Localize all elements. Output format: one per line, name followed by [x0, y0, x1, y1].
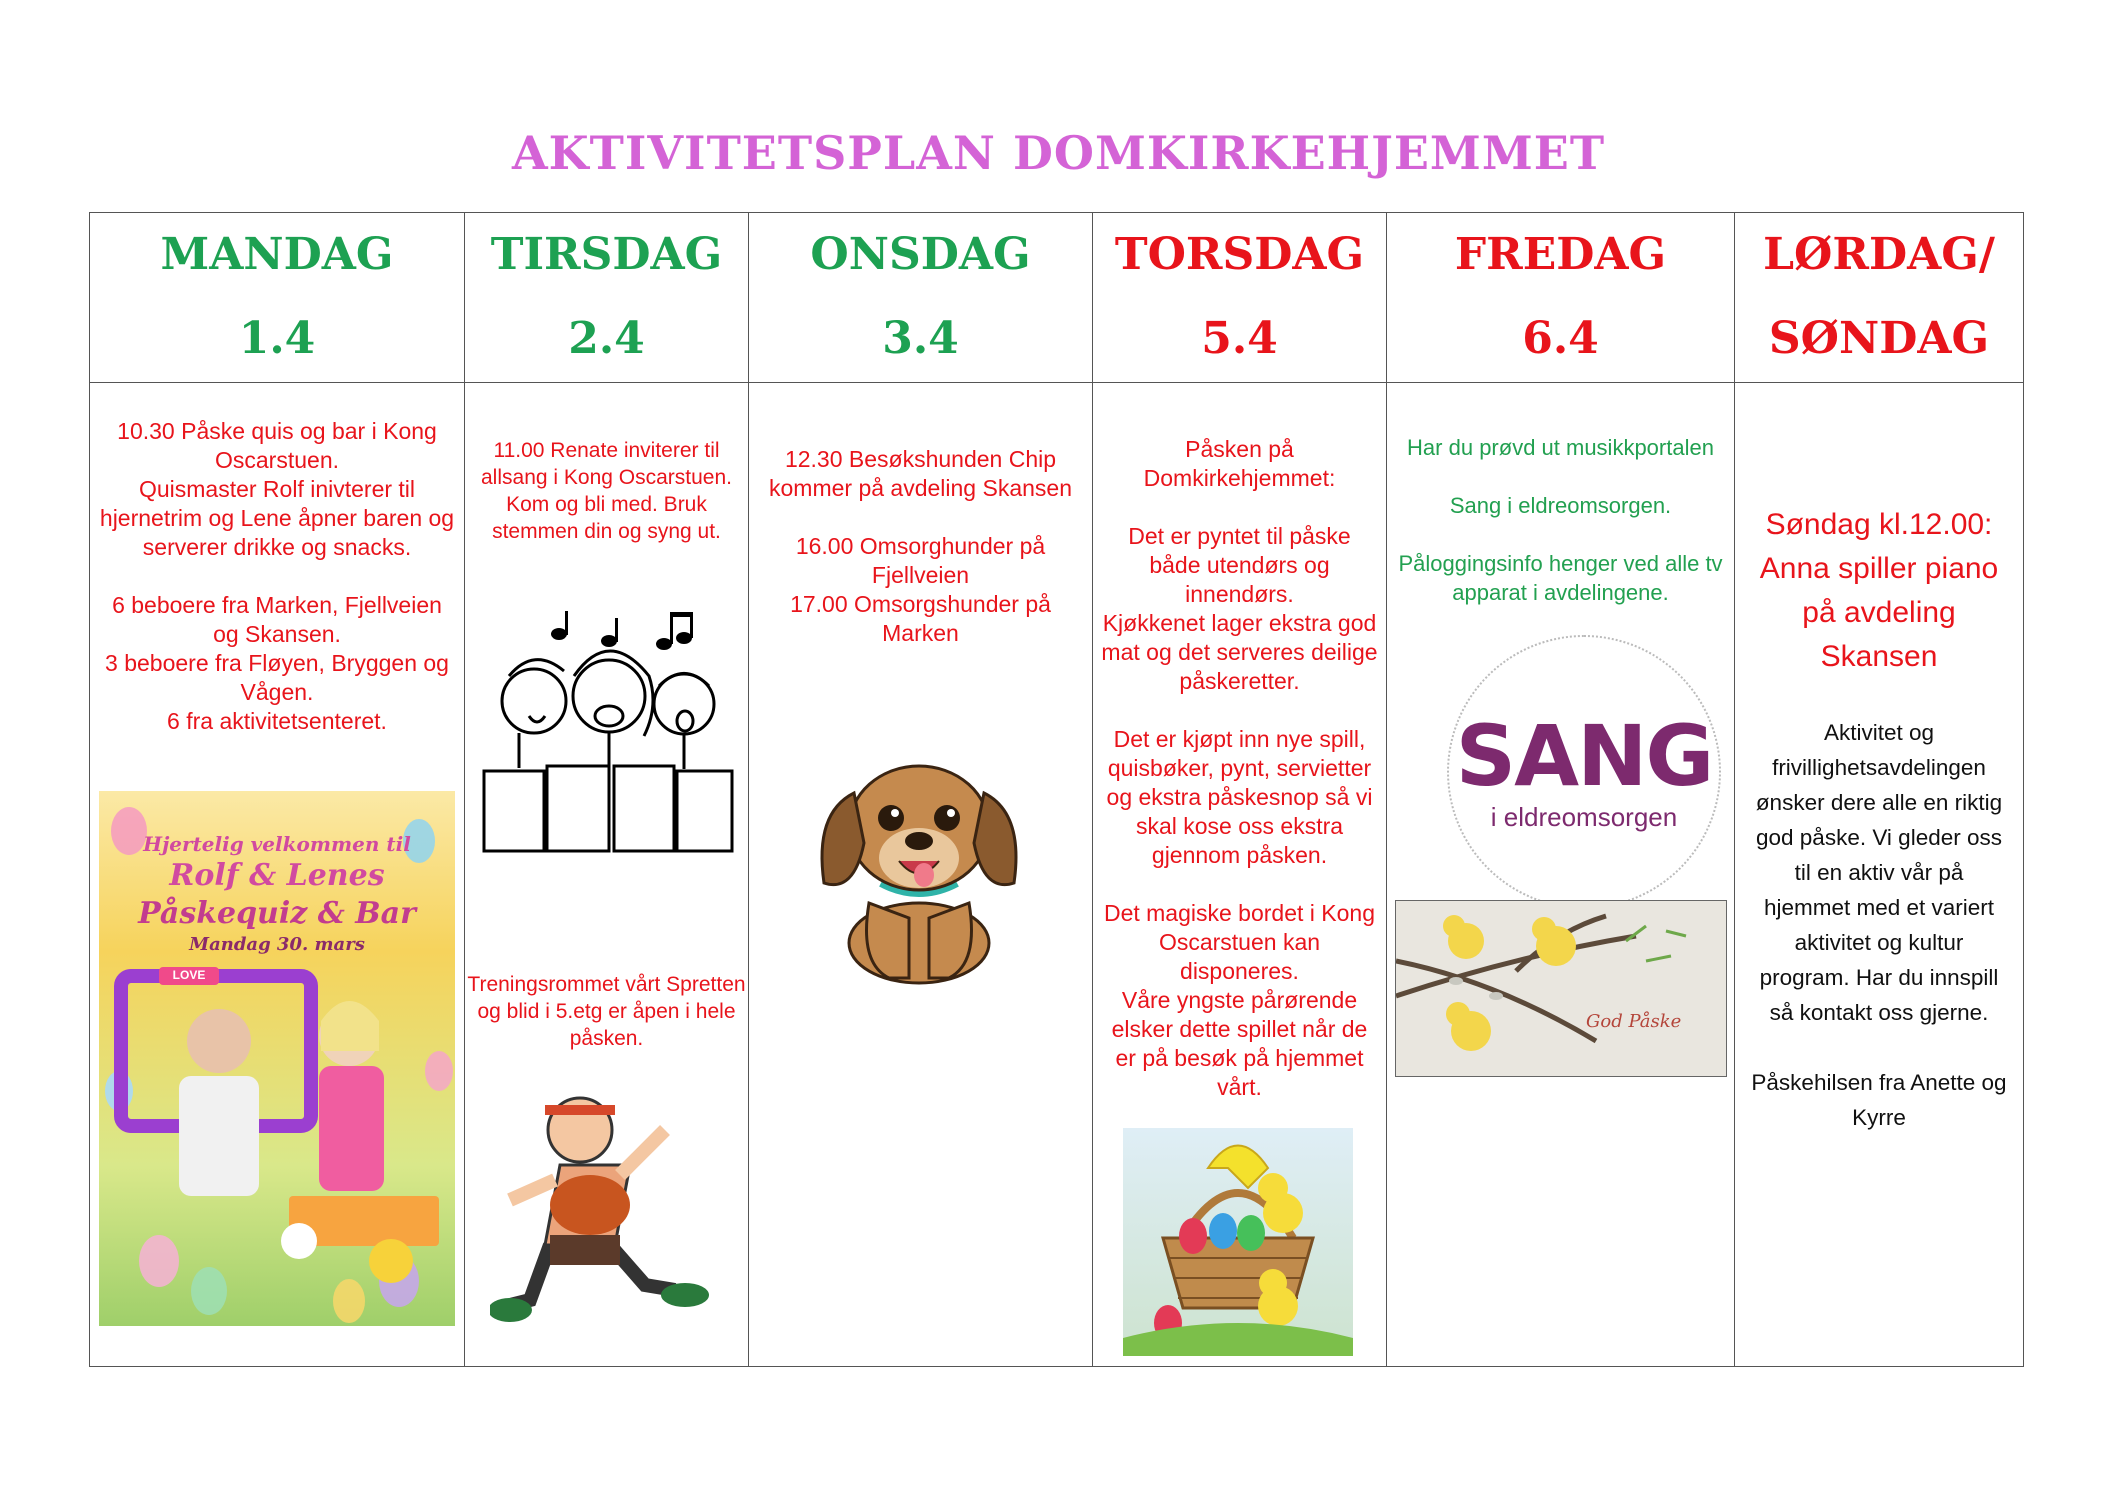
header-weekend [1735, 213, 2024, 383]
text-line: 6 beboere fra Marken, Fjellveien og Skansen. [112, 592, 442, 647]
poster-line: Rolf & Lenes [169, 858, 385, 893]
poster-line: Hjertelig velkommen til [143, 832, 411, 856]
logo-main-text: SANG [1455, 707, 1713, 805]
text-line [1395, 462, 1726, 491]
day-date: 5.4 [1201, 313, 1278, 364]
day-name: MANDAG [160, 229, 394, 280]
text-line: Sang i eldreomsorgen. [1449, 493, 1672, 518]
weekend-signoff: Påskehilsen fra Anette og Kyrre [1751, 1070, 2007, 1130]
poster-line: Påskequiz & Bar [138, 896, 416, 931]
day-name: LØRDAG/ [1763, 229, 1995, 280]
wednesday-text [749, 383, 1092, 648]
monday-cell [90, 383, 465, 1367]
day-date: 6.4 [1522, 313, 1599, 364]
text-line: Treningsrommet vårt Spretten og blid i 5.etg er åpen i hele påsken. [467, 973, 746, 1050]
text-line [1101, 696, 1378, 725]
text-line: Quismaster Rolf inivterer til hjernetrim og Lene åpner baren og serverer drikke og snacks. [99, 476, 455, 560]
day-date: 2.4 [568, 313, 645, 364]
friday-cell [1387, 383, 1735, 1367]
text-line [1101, 493, 1378, 522]
tuesday-text-2 [465, 971, 748, 1052]
sang-logo-image [1447, 635, 1721, 909]
day-name: ONSDAG [810, 229, 1031, 280]
text-line: Det er pyntet til påske både utendørs og innendørs. [1128, 523, 1351, 607]
text-line: Kjøkkenet lager ekstra god mat og det serveres deilige påskeretter. [1101, 610, 1378, 694]
card-text: God Påske [1586, 1011, 1682, 1032]
easter-card-image [1395, 900, 1727, 1077]
header-friday [1387, 213, 1735, 383]
text-line [98, 562, 456, 591]
text-line: 11.00 Renate inviterer til allsang i Kong Oscarstuen. [481, 439, 732, 489]
weekend-body: Aktivitet og frivillighetsavdelingen ønsker dere alle en riktig god påske. Vi gleder oss til en aktiv vår på hjemmet med et variert aktivitet og kultur program. Har du innspill så kontakt oss gjerne. [1755, 720, 2003, 1025]
header-wednesday [749, 213, 1093, 383]
day-header-row [90, 213, 2024, 383]
text-line: 10.30 Påske quis og bar i Kong Oscarstuen. [117, 418, 437, 473]
logo-sub-text: i eldreomsorgen [1490, 802, 1678, 832]
day-name: FREDAG [1454, 229, 1667, 280]
quiz-poster-image [99, 791, 455, 1326]
friday-text [1387, 383, 1734, 607]
text-line: Har du prøvd ut musikkportalen [1407, 435, 1714, 460]
page-title: AKTIVITETSPLAN DOMKIRKEHJEMMET [511, 126, 1606, 180]
day-date: 1.4 [238, 313, 316, 364]
weekend-highlight: Søndag kl.12.00: Anna spiller piano på avdeling Skansen [1759, 508, 1999, 673]
easter-basket-image [1123, 1128, 1353, 1356]
text-line: 3 beboere fra Fløyen, Bryggen og Vågen. [105, 650, 449, 705]
thursday-cell [1093, 383, 1387, 1367]
weekend-cell [1735, 383, 2024, 1367]
wednesday-cell [749, 383, 1093, 1367]
text-line: Våre yngste pårørende elsker dette spillet når de er på besøk på hjemmet vårt. [1111, 987, 1368, 1100]
tuesday-cell [465, 383, 749, 1367]
singing-choir-image [479, 606, 734, 876]
header-thursday [1093, 213, 1387, 383]
dog-image [799, 733, 1039, 988]
day-name: TIRSDAG [490, 229, 723, 280]
text-line [1395, 520, 1726, 549]
text-line: 16.00 Omsorghunder på Fjellveien [795, 533, 1046, 588]
activity-table [89, 212, 2024, 1367]
text-line: Påsken på Domkirkehjemmet: [1143, 436, 1336, 491]
text-line [1101, 870, 1378, 899]
header-tuesday [465, 213, 749, 383]
poster-line: Mandag 30. mars [189, 934, 365, 955]
thursday-text [1093, 383, 1386, 1102]
activity-row [90, 383, 2024, 1367]
text-line: 6 fra aktivitetsenteret. [167, 708, 387, 734]
tuesday-text-1 [465, 383, 748, 545]
text-line: Det er kjøpt inn nye spill, quisbøker, pynt, servietter og ekstra påskesnop så vi skal kose oss ekstra gjennom påsken. [1106, 726, 1373, 868]
text-line: 17.00 Omsorgshunder på Marken [790, 591, 1051, 646]
text-line: Det magiske bordet i Kong Oscarstuen kan disponeres. [1103, 900, 1376, 984]
day-date: SØNDAG [1768, 313, 1990, 364]
day-date: 3.4 [882, 313, 959, 364]
text-line [757, 503, 1084, 532]
text-line: Påloggingsinfo henger ved alle tv apparat i avdelingene. [1398, 551, 1723, 605]
header-monday [90, 213, 465, 383]
day-name: TORSDAG [1114, 229, 1365, 280]
jogging-man-image [490, 1085, 720, 1340]
text-line: Kom og bli med. Bruk stemmen din og syng ut. [492, 493, 721, 543]
monday-text [90, 383, 464, 736]
text-line: 12.30 Besøkshunden Chip kommer på avdeling Skansen [769, 446, 1072, 501]
poster-frame-label: LOVE [172, 968, 206, 982]
